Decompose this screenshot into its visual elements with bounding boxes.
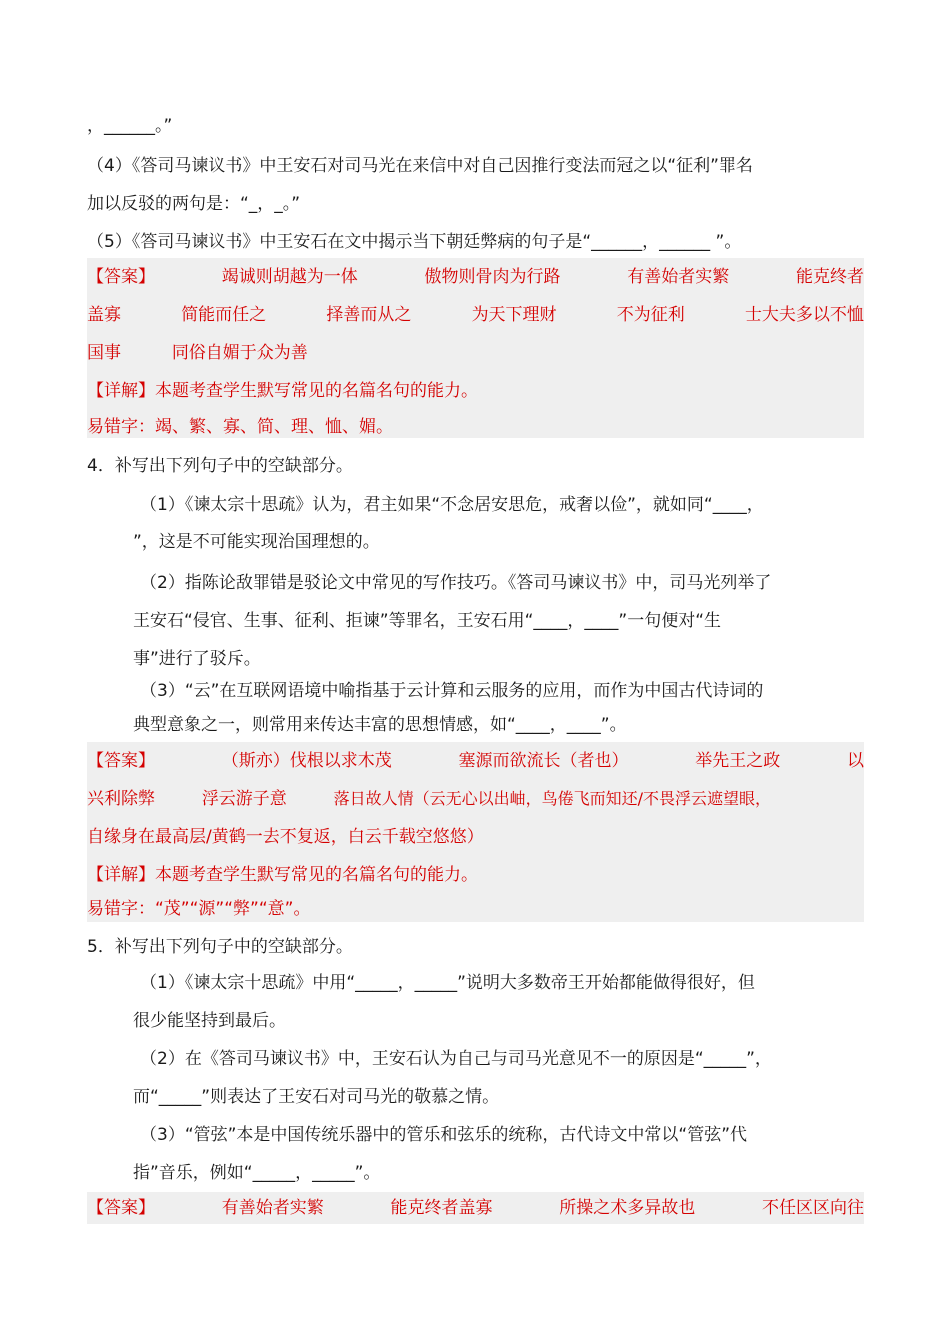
q5-item2-line2: 而“_____”则表达了王安石对司马光的敬慕之情。 [133, 1087, 500, 1107]
q4-answer-line2 [87, 780, 864, 818]
answer-item: 盖寡 [87, 305, 121, 325]
detail-label: 【详解】 [87, 865, 155, 885]
q5-item3-line2: 指”音乐，例如“_____，_____”。 [133, 1163, 381, 1183]
answer-item: 塞源而欲流长（者也） [458, 751, 629, 771]
q4-item3-line1: （3）“云”在互联网语境中喻指基于云计算和云服务的应用，而作为中国古代诗词的 [140, 681, 764, 701]
q5-answer-box [87, 1192, 864, 1224]
answer-item: 简能而任之 [181, 305, 267, 325]
q4-item2-line2: 王安石“侵官、生事、征利、拒谏”等罪名，王安石用“____，____”一句便对“生 [133, 611, 722, 631]
answer-item: 浮云游子意 [201, 789, 287, 809]
answer-item: 择善而从之 [326, 305, 412, 325]
answer-item: 竭诚则胡越为一体 [221, 267, 358, 287]
detail-text: 本题考查学生默写常见的名篇名句的能力。 [155, 381, 478, 401]
q4-answer-line1 [87, 742, 864, 780]
q3-answer-box [87, 258, 864, 438]
answer-item: 所操之术多异故也 [559, 1198, 696, 1218]
answer-item: 不任区区向往 [762, 1198, 864, 1218]
answer-item: 国事 [87, 343, 121, 363]
q3-answer-line2 [87, 296, 864, 334]
detail-text: 本题考查学生默写常见的名篇名句的能力。 [155, 865, 478, 885]
answer-item: 有善始者实繁 [221, 1198, 324, 1218]
q4-title: 4．补写出下列句子中的空缺部分。 [87, 456, 353, 476]
answer-item: 举先王之政 [695, 751, 781, 771]
answer-label: 【答案】 [87, 1198, 155, 1218]
q4-detail [87, 856, 864, 894]
answer-item: 同俗自媚于众为善 [171, 343, 308, 363]
q3-item4-line1: （4）《答司马谏议书》中王安石对司马光在来信中对自己因推行变法而冠之以“征利”罪名 [87, 156, 753, 176]
answer-item: 兴利除弊 [87, 789, 155, 809]
q4-item2-line1: （2）指陈论敌罪错是驳论文中常见的写作技巧。《答司马谏议书》中，司马光列举了 [140, 573, 772, 593]
q4-item3-line2: 典型意象之一，则常用来传达丰富的思想情感，如“____，____”。 [133, 715, 627, 735]
q4-answer-box [87, 742, 864, 922]
q4-item1-line2: ”，这是不可能实现治国理想的。 [133, 532, 380, 552]
answer-item: 能克终者 [796, 267, 864, 287]
q3-item4-line2: 加以反驳的两句是：“_，_。” [87, 194, 301, 214]
q4-answer-line3: 自缘身在最高层/黄鹤一去不复返，白云千载空悠悠） [87, 827, 484, 847]
answer-item: 傲物则骨肉为行路 [424, 267, 561, 287]
answer-item: 士大夫多以不恤 [744, 305, 864, 325]
q5-item2-line1: （2）在《答司马谏议书》中，王安石认为自己与司马光意见不一的原因是“_____”， [140, 1049, 772, 1069]
q5-title: 5．补写出下列句子中的空缺部分。 [87, 937, 353, 957]
answer-item: 有善始者实繁 [627, 267, 730, 287]
detail-label: 【详解】 [87, 381, 155, 401]
q3-answer-line3 [87, 334, 864, 372]
answer-item: 能克终者盖寡 [390, 1198, 493, 1218]
q5-item1-line1: （1）《谏太宗十思疏》中用“_____，_____”说明大多数帝王开始都能做得很好，但 [140, 973, 755, 993]
answer-item: 落日故人情（云无心以出岫，鸟倦飞而知还/不畏浮云遮望眼， [333, 789, 772, 808]
q3-error-chars: 易错字：竭、繁、寡、简、理、恤、媚。 [87, 417, 393, 437]
q4-item1-line1: （1）《谏太宗十思疏》认为，君主如果“不念居安思危，戒奢以俭”，就如同“____， [140, 495, 764, 515]
answer-item: 以 [847, 751, 864, 771]
q5-item1-line2: 很少能坚持到最后。 [133, 1011, 286, 1031]
q3-item5: （5）《答司马谏议书》中王安石在文中揭示当下朝廷弊病的句子是“______，______ ”。 [87, 232, 742, 252]
answer-item: 为天下理财 [471, 305, 557, 325]
answer-label: 【答案】 [87, 751, 155, 771]
q5-item3-line1: （3）“管弦”本是中国传统乐器中的管乐和弦乐的统称，古代诗文中常以“管弦”代 [140, 1125, 748, 1145]
answer-item: 不为征利 [616, 305, 685, 325]
q3-detail [87, 372, 864, 410]
top-fragment: ，______。” [87, 116, 173, 136]
q5-answer-line1 [87, 1189, 864, 1227]
q3-answer-line1 [87, 258, 864, 296]
q4-item2-line3: 事”进行了驳斥。 [133, 649, 261, 669]
answer-label: 【答案】 [87, 267, 155, 287]
q4-error-chars: 易错字：“茂”“源”“弊”“意”。 [87, 899, 311, 919]
answer-item: （斯亦）伐根以求木茂 [221, 751, 392, 771]
